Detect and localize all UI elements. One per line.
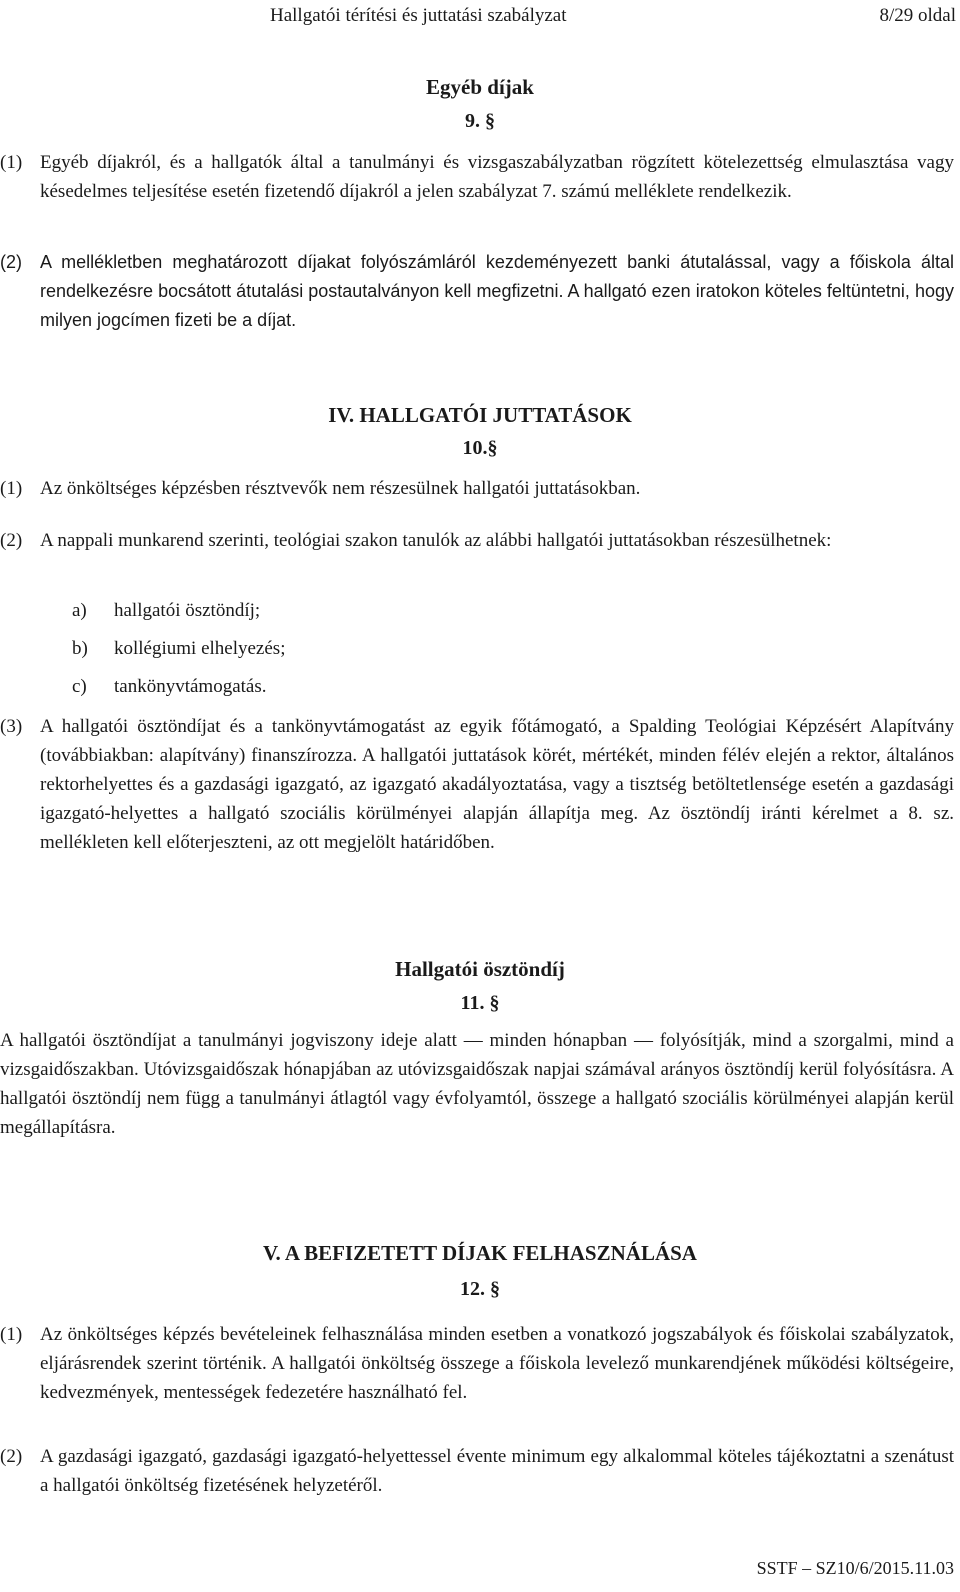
paragraph-marker: (1) (0, 1324, 23, 1345)
paragraph-text: A gazdasági igazgató, gazdasági igazgató-helyettessel évente minimum egy alkalommal köteles tájékoztatni a szenátust a hallgatói önköltség fizetésének helyzetéről. (40, 1446, 954, 1496)
paragraph-10-2 (0, 526, 954, 555)
paragraph-marker: (3) (0, 716, 23, 737)
list-item (72, 672, 267, 701)
paragraph-9-2 (0, 248, 954, 335)
list-marker: c) (72, 676, 87, 697)
paragraph-text: Az önköltséges képzésben résztvevők nem részesülnek hallgatói juttatásokban. (40, 478, 641, 499)
paragraph-marker: (1) (0, 478, 23, 499)
paragraph-number-10: 10.§ (462, 437, 498, 459)
paragraph-text: A hallgatói ösztöndíjat és a tankönyvtámogatást az egyik főtámogató, a Spalding Teológiai Képzésért Alapítvány (továbbiakban: alapítvány) finanszírozza. A hallgatói juttatások körét, mértékét, minden félév elején a rektor, általános rektorhelyettes és a gazdasági igazgató, az igazgató akadályoztatása, vagy a tisztség betöltetlensége esetén a gazdasági igazgató-helyettes a hallgató szociális körülményei alapján állapítja meg. Az ösztöndíj iránti kérelmet a 8. sz. mellékleten kell előterjeszteni, az ott megjelölt határidőben. (40, 716, 954, 853)
list-text: tankönyvtámogatás. (114, 676, 267, 697)
running-header (270, 4, 956, 28)
paragraph-10-3 (0, 712, 954, 857)
paragraph-marker: (1) (0, 152, 23, 173)
section-title-v: V. A BEFIZETETT DÍJAK FELHASZNÁLÁSA (263, 1241, 697, 1265)
list-marker: a) (72, 600, 87, 621)
paragraph-marker: (2) (0, 1446, 23, 1467)
paragraph-9-1 (0, 148, 954, 206)
paragraph-11: A hallgatói ösztöndíjat a tanulmányi jogviszony ideje alatt — minden hónapban — folyósítják, mind a szorgalmi, mind a vizsgaidőszakban. Utóvizsgaidőszak hónapjában az utóvizsgaidőszak napjai számával arányos ösztöndíj kerül folyósításra. A hallgatói ösztöndíj nem függ a tanulmányi átlagtól vagy évfolyamtól, összege a hallgató szociális körülményei alapján kerül megállapításra. (0, 1030, 954, 1138)
paragraph-marker: (2) (0, 530, 23, 551)
list-text: kollégiumi elhelyezés; (114, 638, 286, 659)
paragraph-text: Az önköltséges képzés bevételeinek felhasználása minden esetben a vonatkozó jogszabályok és főiskolai szabályzatok, eljárásrendek szerint történik. A hallgatói önköltség összege a főiskola levelező munkarendjének működési költségeire, kedvezmények, mentességek fedezetére használható fel. (40, 1324, 954, 1403)
list-marker: b) (72, 638, 88, 659)
paragraph-12-2 (0, 1442, 954, 1500)
header-page-number: 8/29 oldal (879, 5, 956, 26)
list-item (72, 634, 285, 663)
paragraph-number-11: 11. § (460, 992, 500, 1014)
header-title: Hallgatói térítési és juttatási szabályzat (270, 5, 567, 26)
section-title-iv: IV. HALLGATÓI JUTTATÁSOK (328, 403, 632, 427)
paragraph-text: A mellékletben meghatározott díjakat folyószámláról kezdeményezett banki átutalással, vagy a főiskola által rendelkezésre bocsátott átutalási postautalványon kell megfizetni. A hallgató ezen iratokon köteles feltüntetni, hogy milyen jogcímen fizeti be a díjat. (40, 252, 954, 330)
section-title-egyeb-dijak: Egyéb díjak (426, 75, 534, 99)
paragraph-text: A nappali munkarend szerinti, teológiai szakon tanulók az alábbi hallgatói juttatásokban részesülhetnek: (40, 530, 832, 551)
footer-document-code: SSTF – SZ10/6/2015.11.03 (756, 1558, 954, 1578)
paragraph-number-9: 9. § (465, 110, 495, 132)
section-title-hallgatoi-osztondij: Hallgatói ösztöndíj (395, 957, 565, 981)
paragraph-marker: (2) (0, 252, 22, 272)
paragraph-text: Egyéb díjakról, és a hallgatók által a tanulmányi és vizsgaszabályzatban rögzített kötelezettség elmulasztása vagy késedelmes teljesítése esetén fizetendő díjakról a jelen szabályzat 7. számú melléklete rendelkezik. (40, 152, 954, 202)
list-text: hallgatói ösztöndíj; (114, 600, 261, 621)
list-item (72, 596, 260, 625)
paragraph-10-1 (0, 474, 954, 503)
paragraph-12-1 (0, 1320, 954, 1407)
paragraph-number-12: 12. § (460, 1278, 500, 1300)
